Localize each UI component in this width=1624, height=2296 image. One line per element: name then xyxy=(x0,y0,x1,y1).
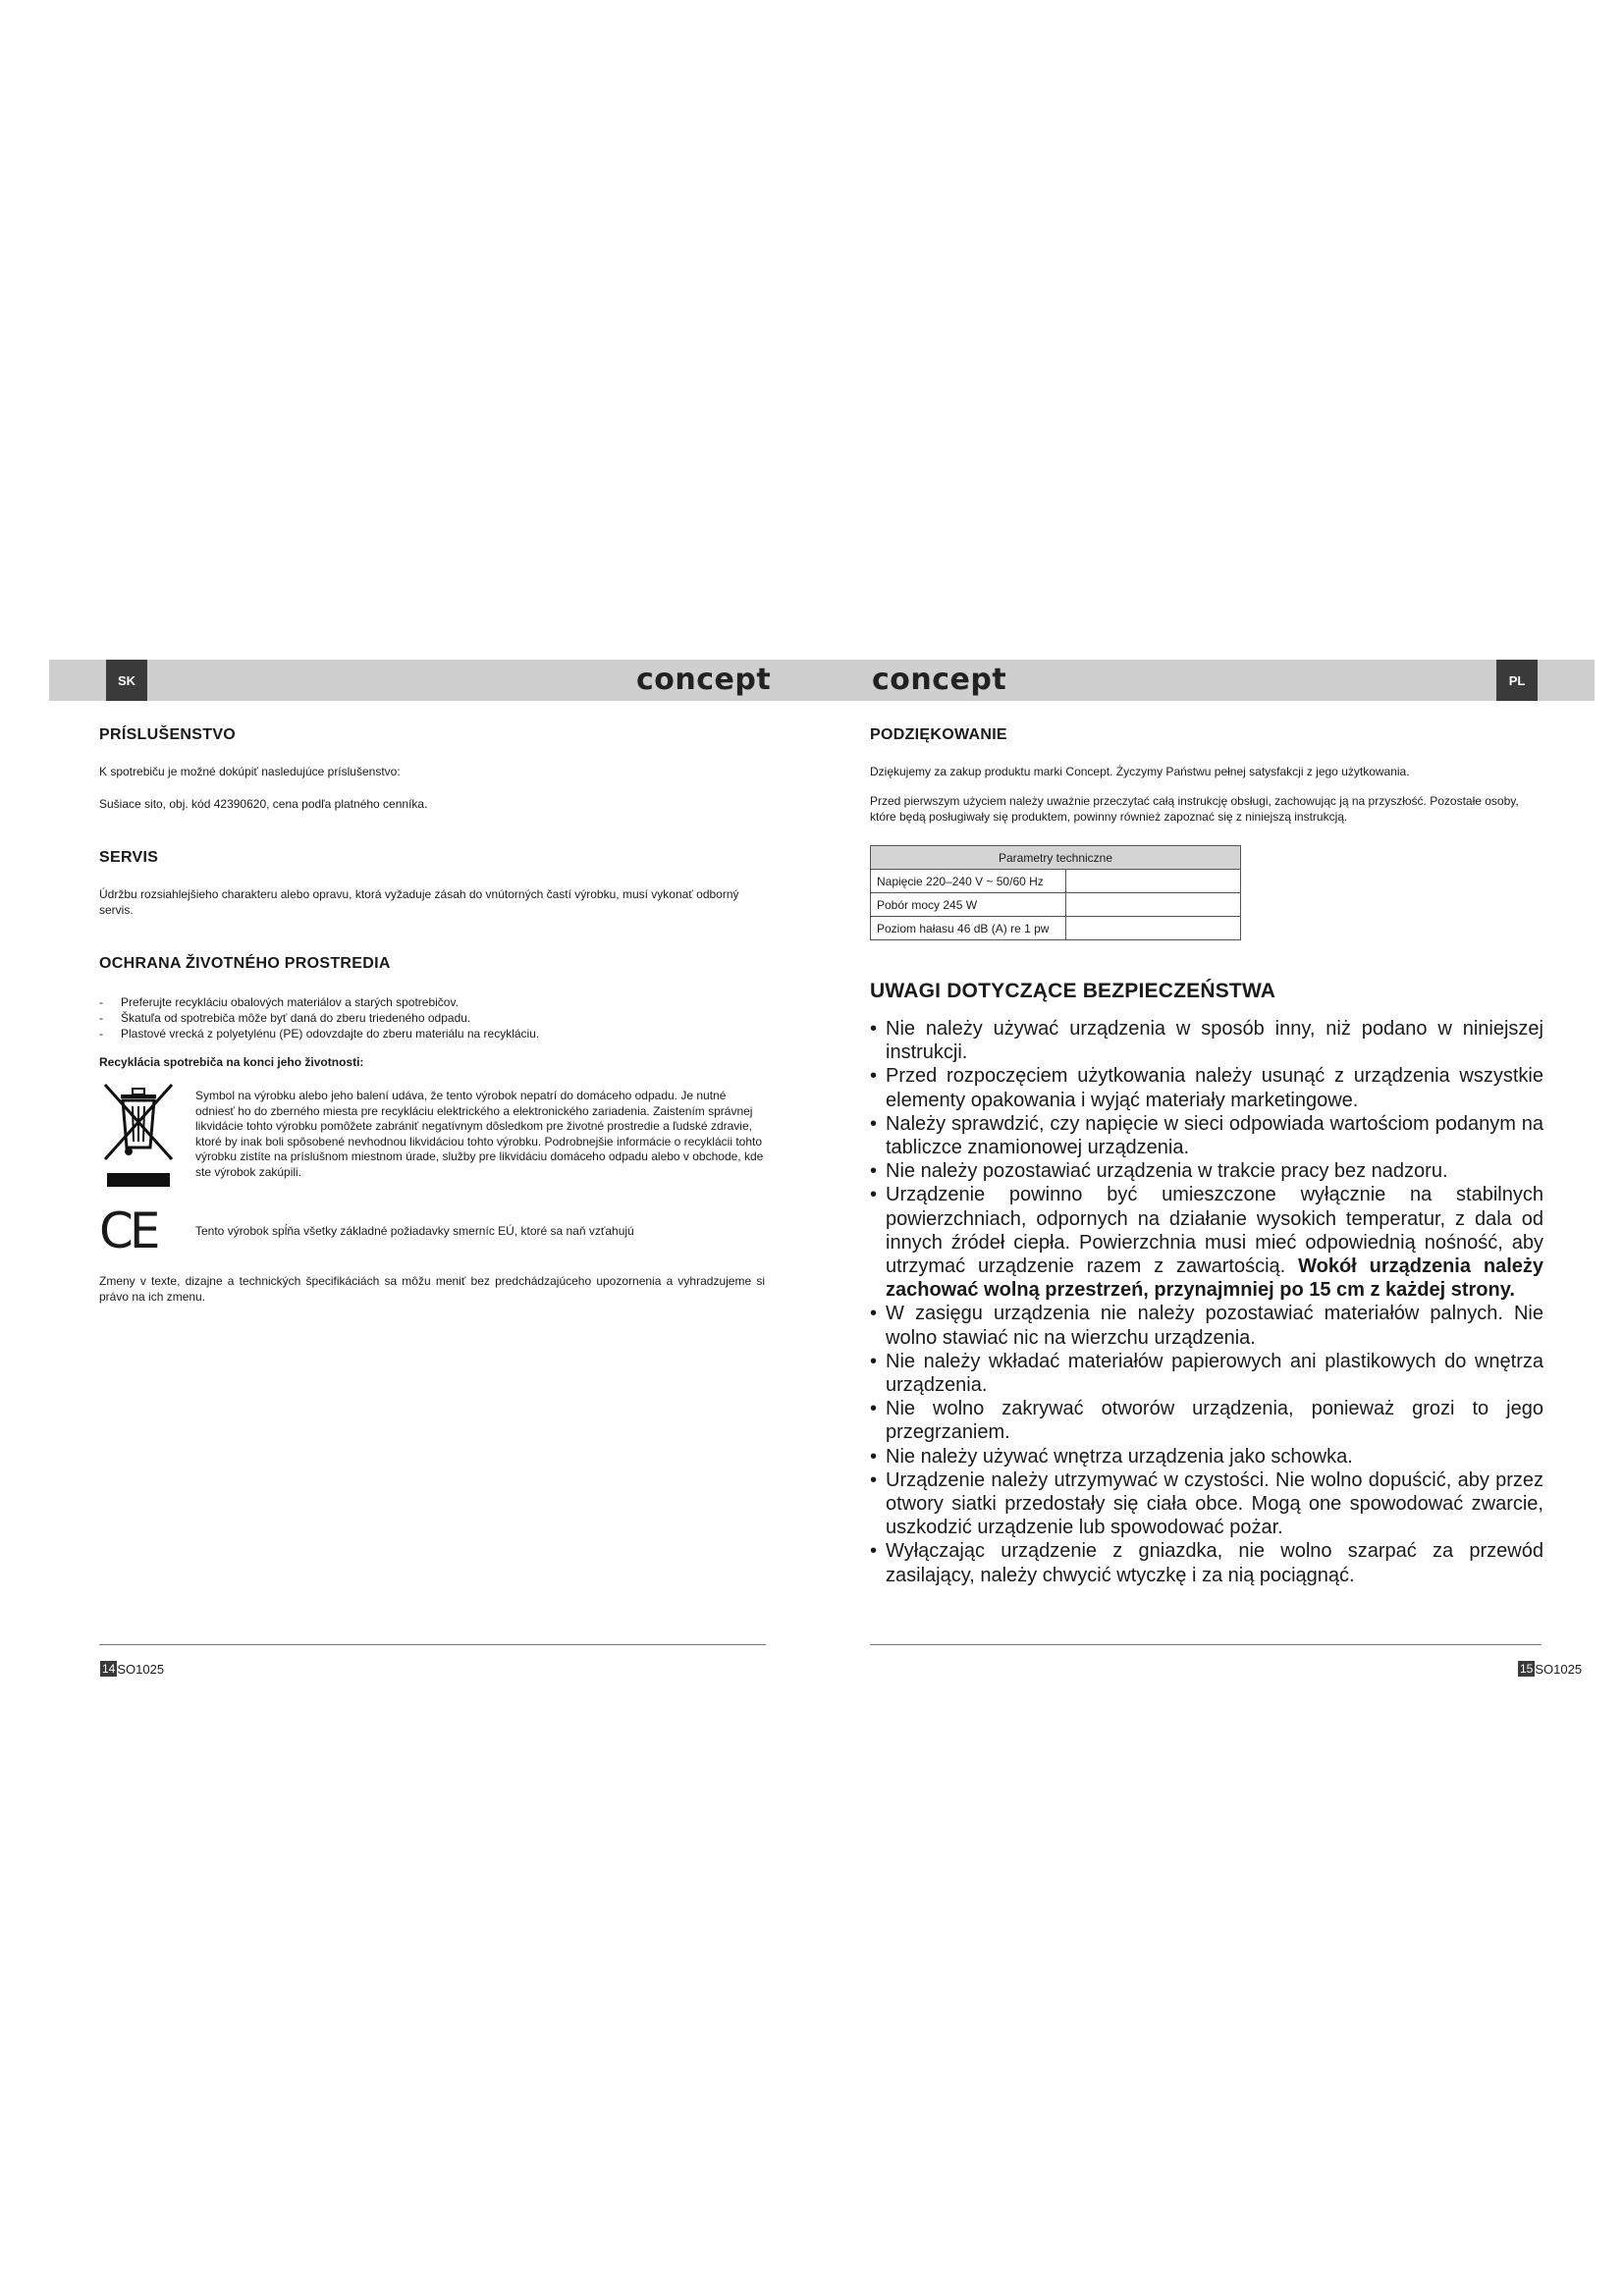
accessories-text-2: Sušiace sito, obj. kód 42390620, cena podľa platného cenníka. xyxy=(99,797,428,811)
changes-text: Zmeny v texte, dizajne a technických špecifikáciách sa môžu meniť bez predchádzajúceho upozornenia a vyhradzujeme si právo na ich zmenu. xyxy=(99,1274,765,1304)
service-heading: SERVIS xyxy=(99,849,159,866)
crossed-bin-icon xyxy=(99,1077,178,1195)
table-header: Parametry techniczne xyxy=(871,846,1241,870)
page-number-left: 14 xyxy=(102,1662,116,1676)
table-cell: Pobór mocy 245 W xyxy=(871,893,1066,917)
page-left-sk xyxy=(99,726,765,1305)
language-badge-sk: SK xyxy=(106,660,147,701)
accessories-heading: PRÍSLUŠENSTVO xyxy=(99,726,237,743)
list-item: • Przed rozpoczęciem użytkowania należy usunąć z urządzenia wszystkie elementy opakowania i wyjąć materiały marketingowe. xyxy=(870,1064,1543,1111)
thanks-text-1: Dziękujemy za zakup produktu marki Concept. Życzymy Państwu pełnej satysfakcji z jego użytkowania. xyxy=(870,765,1410,778)
list-item: - Plastové vrecká z polyetylénu (PE) odovzdajte do zberu materiálu na recykláciu. xyxy=(99,1026,765,1041)
concept-logo-right: concept xyxy=(872,663,1007,697)
table-cell: Napięcie 220–240 V ~ 50/60 Hz xyxy=(871,870,1066,893)
list-item: • Należy sprawdzić, czy napięcie w sieci odpowiada wartościom podanym na tabliczce znamionowej urządzenia. xyxy=(870,1112,1543,1159)
table-row xyxy=(871,870,1241,893)
recycling-text: Symbol na výrobku alebo jeho balení udáva, že tento výrobok nepatrí do domáceho odpadu. Je nutné odniesť ho do zberného miesta pre recykláciu elektrického a elektronického zariadenia. Zaistením správnej likvidácie tohto výrobku pomôžete zabrániť negatívnym dôsledkom pre životné prostredie a ľudské zdravie, ktoré by inak boli spôsobené nevhodnou likvidáciou tohto výrobku. Podrobnejšie informácie o recyklácii tohto výrobku zistíte na príslušnom miestnom úrade, služby pre likvidáciu domáceho odpadu alebo v obchode, kde ste výrobok zakúpili. xyxy=(195,1089,764,1179)
page-number-right: 15 xyxy=(1520,1662,1534,1676)
list-item: • Urządzenie należy utrzymywać w czystości. Nie wolno dopuścić, aby przez otwory siatki przedostały się ciała obce. Mogą one spowodować zwarcie, uszkodzić urządzenie lub spowodować pożar. xyxy=(870,1468,1543,1540)
header-bar xyxy=(49,660,1595,701)
list-item: • Nie należy używać wnętrza urządzenia jako schowka. xyxy=(870,1445,1543,1468)
service-text: Údržbu rozsiahlejšieho charakteru alebo opravu, ktorá vyžaduje zásah do vnútorných častí výrobku, musí vykonať odborný servis. xyxy=(99,887,739,917)
ce-mark-icon: CE xyxy=(99,1202,157,1259)
model-number-left: SO1025 xyxy=(117,1661,165,1677)
thanks-text-2: Przed pierwszym użyciem należy uważnie przeczytać całą instrukcję obsługi, zachowując ją na przyszłość. Pozostałe osoby, które będą posługiwały się produktem, powinny również zapoznać się z niniejszą instrukcją. xyxy=(870,794,1519,824)
table-row xyxy=(871,917,1241,940)
table-row xyxy=(871,893,1241,917)
model-number-right: SO1025 xyxy=(1535,1661,1583,1677)
environment-heading: OCHRANA ŽIVOTNÉHO PROSTREDIA xyxy=(99,955,391,972)
concept-logo-left: concept xyxy=(636,663,772,697)
list-item xyxy=(870,1183,1543,1302)
list-item: • Nie należy używać urządzenia w sposób inny, niż podano w niniejszej instrukcji. xyxy=(870,1017,1543,1064)
accessories-text-1: K spotrebiču je možné dokúpiť nasledujúce príslušenstvo: xyxy=(99,765,401,778)
list-item-bold-text: Wokół urządzenia należy zachować wolną przestrzeń, przynajmniej po 15 cm z każdej strony. xyxy=(886,1255,1544,1302)
footer-right xyxy=(1518,1661,1582,1677)
table-cell-empty xyxy=(1066,917,1241,940)
safety-list xyxy=(870,1017,1543,1587)
environment-list xyxy=(99,994,765,1041)
list-item: - Preferujte recykláciu obalových materiálov a starých spotrebičov. xyxy=(99,994,765,1010)
list-item: • Nie wolno zakrywać otworów urządzenia, ponieważ grozi to jego przegrzaniem. xyxy=(870,1397,1543,1444)
table-cell: Poziom hałasu 46 dB (A) re 1 pw xyxy=(871,917,1066,940)
ce-section xyxy=(99,1202,765,1259)
list-item: • W zasięgu urządzenia nie należy pozostawiać materiałów palnych. Nie wolno stawiać nic na wierzchu urządzenia. xyxy=(870,1302,1543,1349)
recycling-subheading: Recyklácia spotrebiča na konci jeho životnosti: xyxy=(99,1055,364,1069)
thanks-heading: PODZIĘKOWANIE xyxy=(870,726,1007,743)
list-item: - Škatuľa od spotrebiča môže byť daná do zberu triedeného odpadu. xyxy=(99,1010,765,1026)
list-item: • Nie należy wkładać materiałów papierowych ani plastikowych do wnętrza urządzenia. xyxy=(870,1350,1543,1397)
technical-parameters-table xyxy=(870,845,1241,940)
footer-divider-right xyxy=(870,1644,1542,1645)
weee-section xyxy=(99,1077,765,1195)
list-item: • Wyłączając urządzenie z gniazdka, nie wolno szarpać za przewód zasilający, należy chwycić wtyczkę i za nią pociągnąć. xyxy=(870,1539,1543,1586)
footer-divider-left xyxy=(99,1644,766,1645)
footer-left xyxy=(100,1661,164,1677)
table-cell-empty xyxy=(1066,893,1241,917)
ce-text: Tento výrobok spĺňa všetky základné požiadavky smerníc EÚ, ktoré sa naň vzťahujú xyxy=(195,1224,634,1238)
page-right-pl xyxy=(870,726,1543,1587)
list-item: • Nie należy pozostawiać urządzenia w trakcie pracy bez nadzoru. xyxy=(870,1159,1543,1183)
table-cell-empty xyxy=(1066,870,1241,893)
list-item-text: Urządzenie powinno być umieszczone wyłącznie na stabilnych powierzchniach, odpornych na działanie wysokich temperatur, z dala od innych źródeł ciepła. Powierzchnia musi mieć odpowiednią nośność, aby utrzymać urządzenie razem z zawartością. xyxy=(886,1184,1543,1278)
language-badge-pl: PL xyxy=(1496,660,1538,701)
safety-heading: UWAGI DOTYCZĄCE BEZPIECZEŃSTWA xyxy=(870,980,1276,1002)
